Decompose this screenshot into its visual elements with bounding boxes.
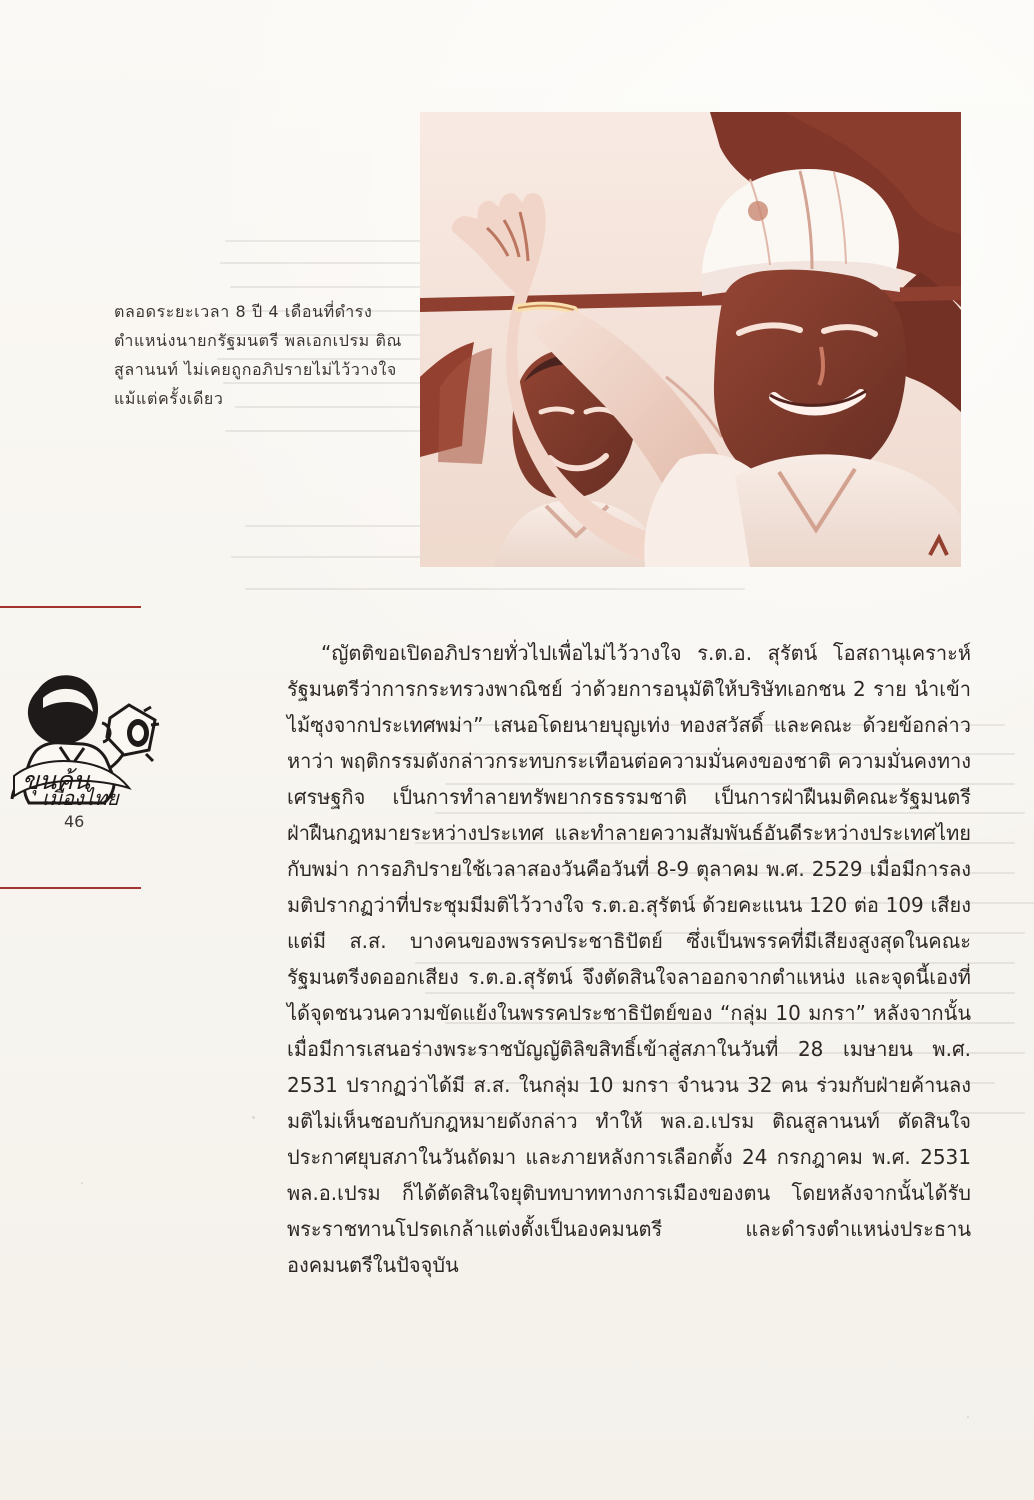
svg-text:เมืองไทย: เมืองไทย <box>42 786 119 809</box>
margin-rule-bottom <box>0 887 141 889</box>
photo-caption: ตลอดระยะเวลา 8 ปี 4 เดือนที่ดำรงตำแหน่งนายกรัฐมนตรี พลเอกเปรม ติณสูลานนท์ ไม่เคยถูกอภิปรายไม่ไว้วางใจแม้แต่ครั้งเดียว <box>114 302 402 408</box>
book-logo <box>6 667 160 809</box>
page-number: 46 <box>64 812 85 831</box>
svg-text:ขุนค้น: ขุนค้น <box>22 766 90 795</box>
article-paragraph: “ญัตติขอเปิดอภิปรายทั่วไปเพื่อไม่ไว้วางใจ ร.ต.อ. สุรัตน์ โอสถานุเคราะห์ รัฐมนตรีว่าการกระทรวงพาณิชย์ ว่าด้วยการอนุมัติให้บริษัทเอกชน 2 ราย นำเข้าไม้ซุงจากประเทศพม่า” เสนอโดยนายบุญเท่ง ทองสวัสดิ์ และคณะ ด้วยข้อกล่าวหาว่า พฤติกรรมดังกล่าวกระทบกระเทือนต่อความมั่นคงของชาติ ความมั่นคงทางเศรษฐกิจ เป็นการทำลายทรัพยากรธรรมชาติ เป็นการฝ่าฝืนมติคณะรัฐมนตรี ฝ่าฝืนกฎหมายระหว่างประเทศ และทำลายความสัมพันธ์อันดีระหว่างประเทศไทยกับพม่า การอภิปรายใช้เวลาสองวันคือวันที่ 8-9 ตุลาคม พ.ศ. 2529 เมื่อมีการลงมติปรากฏว่าที่ประชุมมีมติไว้วางใจ ร.ต.อ.สุรัตน์ ด้วยคะแนน 120 ต่อ 109 เสียง แต่มี ส.ส. บางคนของพรรคประชาธิปัตย์ ซึ่งเป็นพรรคที่มีเสียงสูงสุดในคณะรัฐมนตรีงดออกเสียง ร.ต.อ.สุรัตน์ จึงตัดสินใจลาออกจากตำแหน่ง และจุดนี้เองที่ได้จุดชนวนความขัดแย้งในพรรคประชาธิปัตย์ของ “กลุ่ม 10 มกรา” หลังจากนั้นเมื่อมีการเสนอร่างพระราชบัญญัติลิขสิทธิ์เข้าสู่สภาในวันที่ 28 เมษายน พ.ศ. 2531 ปรากฏว่าได้มี ส.ส. ในกลุ่ม 10 มกรา จำนวน 32 คน ร่วมกับฝ่ายค้านลงมติไม่เห็นชอบกับกฎหมายดังกล่าว ทำให้ พล.อ.เปรม ติณสูลานนท์ ตัดสินใจประกาศยุบสภาในวันถัดมา และภายหลังการเลือกตั้ง 24 กรกฎาคม พ.ศ. 2531 พล.อ.เปรม ก็ได้ตัดสินใจยุติบทบาททางการเมืองของตน โดยหลังจากนั้นได้รับพระราชทานโปรดเกล้าแต่งตั้งเป็นองคมนตรี และดำรงตำแหน่งประธานองคมนตรีในปัจจุบัน <box>287 641 971 1277</box>
article-body <box>287 635 971 1283</box>
historical-photo <box>420 112 961 567</box>
margin-rule-top <box>0 606 141 608</box>
